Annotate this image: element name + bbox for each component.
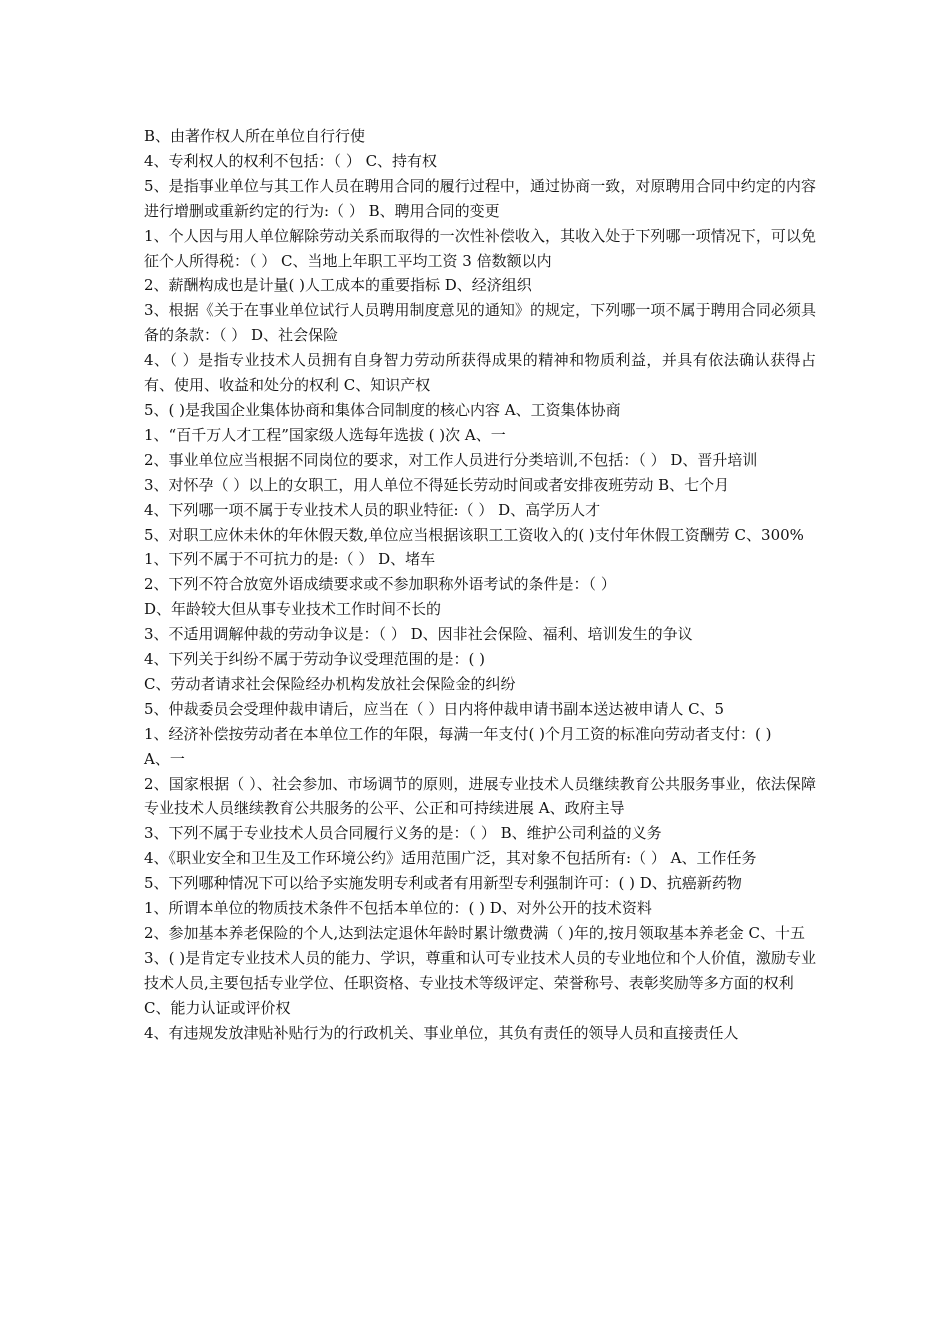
- text-line: 3、下列不属于专业技术人员合同履行义务的是：（ ） B、维护公司利益的义务: [144, 824, 662, 843]
- text-line: 4、（ ）是指专业技术人员拥有自身智力劳动所获得成果的精神和物质利益，并具有依法确认获得占有、使用、收益和处分的权利 C、知识产权: [144, 351, 816, 395]
- text-line: 2、国家根据（ ）、社会参加、市场调节的原则，进展专业技术人员继续教育公共服务事业，依法保障专业技术人员继续教育公共服务的公平、公正和可持续进展 A、政府主导: [144, 774, 816, 818]
- text-line: 2、事业单位应当根据不同岗位的要求，对工作人员进行分类培训,不包括：（ ） D、晋升培训: [144, 450, 758, 469]
- text-line: 5、对职工应休未休的年休假天数,单位应当根据该职工工资收入的( )支付年休假工资酬劳 C、300%: [144, 525, 804, 544]
- document-page: [144, 124, 816, 1046]
- text-line: C、能力认证或评价权: [144, 998, 291, 1017]
- text-line: 3、( )是肯定专业技术人员的能力、学识，尊重和认可专业技术人员的专业地位和个人价值，激励专业技术人员,主要包括专业学位、任职资格、专业技术等级评定、荣誉称号、表彰奖励等多方面的权利: [144, 948, 816, 992]
- text-line: 3、根据《关于在事业单位试行人员聘用制度意见的通知》的规定，下列哪一项不属于聘用合同必须具备的条款：（ ） D、社会保险: [144, 301, 816, 345]
- text-line: 4、专利权人的权利不包括：（ ） C、持有权: [144, 151, 438, 170]
- text-line: 5、下列哪种情况下可以给予实施发明专利或者有用新型专利强制许可：( ) D、抗癌新药物: [144, 874, 742, 893]
- text-line: 3、对怀孕（ ）以上的女职工，用人单位不得延长劳动时间或者安排夜班劳动 B、七个月: [144, 475, 730, 494]
- text-line: 4、下列哪一项不属于专业技术人员的职业特征:（ ） D、高学历人才: [144, 500, 601, 519]
- text-line: B、由著作权人所在单位自行行使: [144, 127, 366, 145]
- text-line: 4、《职业安全和卫生及工作环境公约》适用范围广泛，其对象不包括所有:（ ） A、工作任务: [144, 849, 757, 868]
- text-line: 1、所谓本单位的物质技术条件不包括本单位的：( ) D、对外公开的技术资料: [144, 899, 652, 918]
- text-line: 1、经济补偿按劳动者在本单位工作的年限，每满一年支付( )个月工资的标准向劳动者支付：( ): [144, 724, 772, 743]
- text-line: 1、下列不属于不可抗力的是:（ ） D、堵车: [144, 550, 436, 569]
- text-line: 4、有违规发放津贴补贴行为的行政机关、事业单位，其负有责任的领导人员和直接责任人: [144, 1023, 739, 1042]
- text-line: 2、下列不符合放宽外语成绩要求或不参加职称外语考试的条件是：（ ）: [144, 575, 616, 594]
- text-line: 1、个人因与用人单位解除劳动关系而取得的一次性补偿收入，其收入处于下列哪一项情况下，可以免征个人所得税：（ ） C、当地上年职工平均工资 3 倍数额以内: [144, 226, 816, 270]
- text-line: 2、薪酬构成也是计量( )人工成本的重要指标 D、经济组织: [144, 276, 532, 295]
- text-line: 5、( )是我国企业集体协商和集体合同制度的核心内容 A、工资集体协商: [144, 400, 621, 419]
- text-line: 2、参加基本养老保险的个人,达到法定退休年龄时累计缴费满（ )年的,按月领取基本养老金 C、十五: [144, 924, 805, 942]
- text-line: D、年龄较大但从事专业技术工作时间不长的: [144, 600, 442, 619]
- text-line: 4、下列关于纠纷不属于劳动争议受理范围的是：( ): [144, 650, 486, 669]
- text-line: 5、仲裁委员会受理仲裁申请后，应当在（ ）日内将仲裁申请书副本送达被申请人 C、5: [144, 699, 725, 718]
- text-line: 5、是指事业单位与其工作人员在聘用合同的履行过程中，通过协商一致，对原聘用合同中约定的内容进行增删或重新约定的行为:（ ） B、聘用合同的变更: [144, 176, 816, 220]
- text-line: 1、“百千万人才工程”国家级人选每年选拔 ( )次 A、一: [144, 425, 506, 444]
- text-line: A、一: [144, 749, 185, 768]
- text-line: 3、不适用调解仲裁的劳动争议是：（ ） D、因非社会保险、福利、培训发生的争议: [144, 625, 693, 644]
- text-line: C、劳动者请求社会保险经办机构发放社会保险金的纠纷: [144, 674, 516, 693]
